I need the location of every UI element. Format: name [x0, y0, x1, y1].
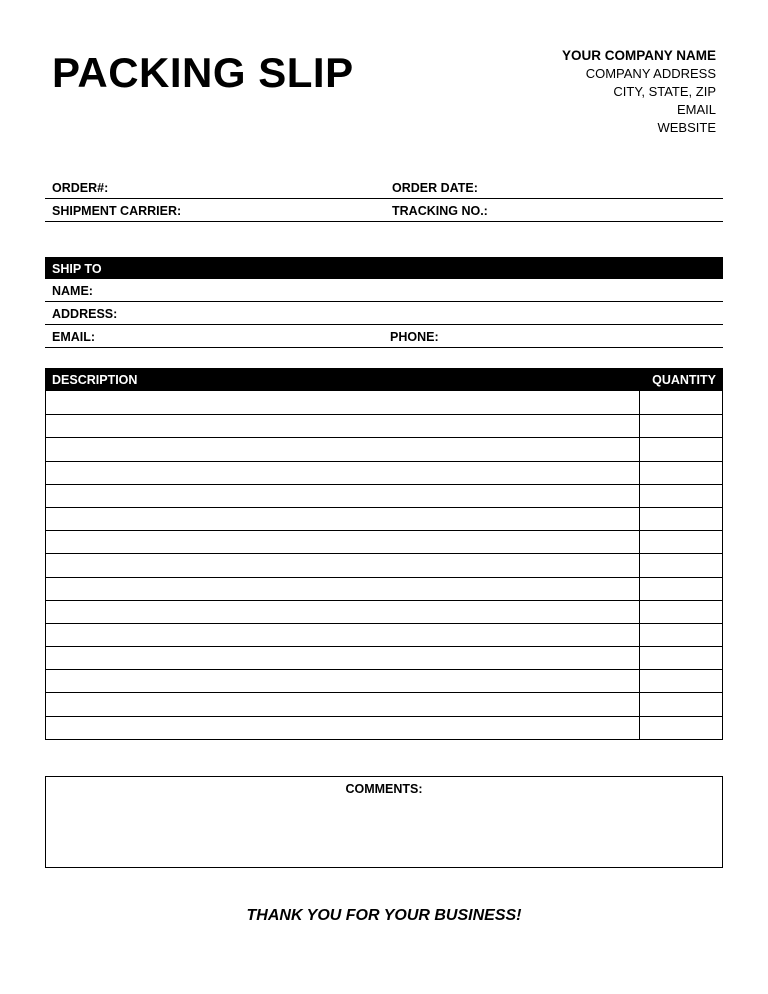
company-website: WEBSITE [657, 120, 716, 135]
table-row [46, 716, 722, 739]
items-table [45, 368, 723, 740]
table-row [46, 553, 722, 576]
quantity-cell [640, 578, 722, 600]
quantity-cell [640, 438, 722, 460]
comments-box [45, 776, 723, 868]
company-info [562, 47, 716, 137]
table-row [46, 414, 722, 437]
order-number-label: ORDER#: [52, 181, 109, 195]
order-date-label: ORDER DATE: [392, 181, 478, 195]
quantity-cell [640, 624, 722, 646]
table-row [46, 600, 722, 623]
quantity-column-header: QUANTITY [652, 373, 716, 387]
description-cell [46, 601, 640, 623]
description-cell [46, 531, 640, 553]
description-cell [46, 624, 640, 646]
description-cell [46, 647, 640, 669]
ship-address-label: ADDRESS: [52, 307, 118, 321]
ship-to-header: SHIP TO [45, 257, 723, 279]
description-cell [46, 485, 640, 507]
ship-phone-label: PHONE: [390, 330, 439, 344]
quantity-cell [640, 693, 722, 715]
company-city-state-zip: CITY, STATE, ZIP [613, 84, 716, 99]
quantity-cell [640, 391, 722, 414]
table-row [46, 646, 722, 669]
description-cell [46, 578, 640, 600]
quantity-cell [640, 485, 722, 507]
table-row [46, 391, 722, 414]
description-cell [46, 391, 640, 414]
document-title: PACKING SLIP [52, 49, 354, 96]
description-column-header: DESCRIPTION [52, 373, 138, 387]
company-address: COMPANY ADDRESS [585, 66, 716, 81]
thank-you-message: THANK YOU FOR YOUR BUSINESS! [246, 907, 522, 924]
description-cell [46, 415, 640, 437]
table-row [46, 577, 722, 600]
quantity-cell [640, 601, 722, 623]
items-table-header [45, 368, 723, 391]
table-row [46, 484, 722, 507]
quantity-cell [640, 508, 722, 530]
quantity-cell [640, 462, 722, 484]
order-row [45, 176, 723, 199]
quantity-cell [640, 717, 722, 739]
comments-label: COMMENTS: [345, 782, 423, 796]
quantity-cell [640, 415, 722, 437]
table-row [46, 669, 722, 692]
table-row [46, 692, 722, 715]
ship-email-label: EMAIL: [52, 330, 96, 344]
quantity-cell [640, 670, 722, 692]
description-cell [46, 670, 640, 692]
shipment-carrier-label: SHIPMENT CARRIER: [52, 204, 182, 218]
quantity-cell [640, 554, 722, 576]
description-cell [46, 717, 640, 739]
company-name: YOUR COMPANY NAME [561, 48, 716, 63]
table-row [46, 461, 722, 484]
order-info-section [45, 176, 723, 222]
table-row [46, 623, 722, 646]
ship-address-row [45, 302, 723, 325]
table-row [46, 530, 722, 553]
shipment-row [45, 199, 723, 222]
ship-name-row [45, 279, 723, 302]
ship-name-label: NAME: [52, 284, 93, 298]
ship-to-section [45, 257, 723, 348]
ship-contact-row [45, 325, 723, 348]
description-cell [46, 693, 640, 715]
table-row [46, 437, 722, 460]
tracking-number-label: TRACKING NO.: [392, 204, 488, 218]
table-row [46, 507, 722, 530]
quantity-cell [640, 531, 722, 553]
description-cell [46, 554, 640, 576]
description-cell [46, 462, 640, 484]
items-table-body [45, 391, 723, 740]
description-cell [46, 438, 640, 460]
quantity-cell [640, 647, 722, 669]
description-cell [46, 508, 640, 530]
company-email: EMAIL [676, 102, 716, 117]
